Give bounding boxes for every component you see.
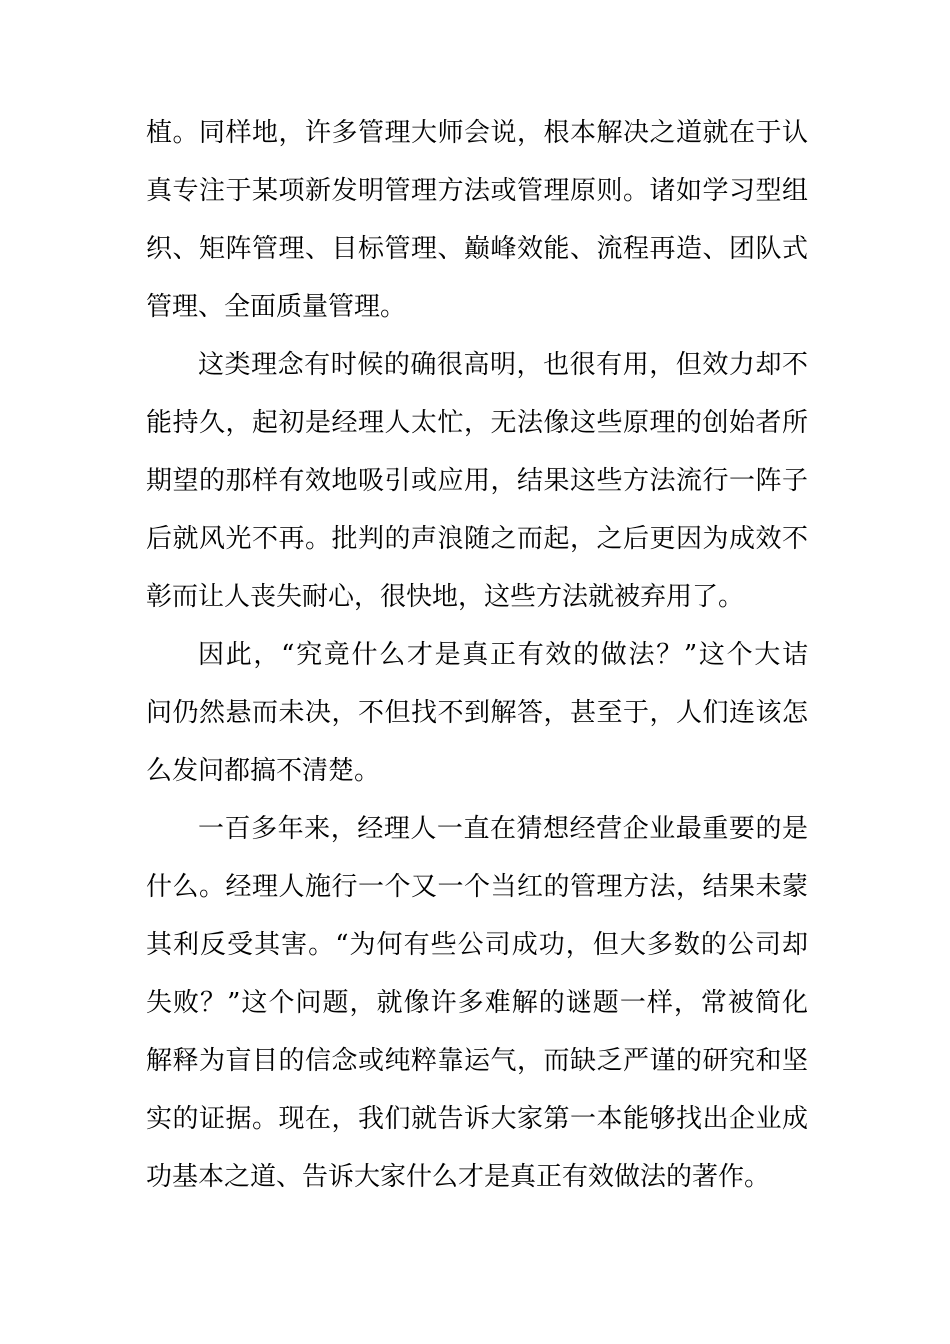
text-line: 因此，“究竟什么才是真正有效的做法？”这个大诘 [198, 640, 808, 670]
text-line: 后就风光不再。批判的声浪随之而起，之后更因为成效不 [146, 524, 808, 554]
text-line: 什么。经理人施行一个又一个当红的管理方法，结果未蒙 [146, 872, 808, 902]
paragraph-1 [146, 104, 808, 336]
text-line: 功基本之道、告诉大家什么才是真正有效做法的著作。 [146, 1162, 771, 1192]
text-line: 其利反受其害。“为何有些公司成功，但大多数的公司却 [146, 930, 808, 960]
paragraph-4 [146, 800, 808, 1206]
text-line: 植。同样地，许多管理大师会说，根本解决之道就在于认 [146, 118, 808, 148]
text-line: 失败？”这个问题，就像许多难解的谜题一样，常被简化 [146, 988, 808, 1018]
document-page [146, 104, 808, 1206]
text-line: 实的证据。现在，我们就告诉大家第一本能够找出企业成 [146, 1104, 808, 1134]
paragraph-3 [146, 626, 808, 800]
text-line: 真专注于某项新发明管理方法或管理原则。诸如学习型组 [146, 176, 808, 206]
text-line: 管理、全面质量管理。 [146, 292, 407, 322]
text-line: 一百多年来，经理人一直在猜想经营企业最重要的是 [198, 814, 808, 844]
text-line: 期望的那样有效地吸引或应用，结果这些方法流行一阵子 [146, 466, 808, 496]
text-line: 织、矩阵管理、目标管理、巅峰效能、流程再造、团队式 [146, 234, 808, 264]
text-line: 么发问都搞不清楚。 [146, 756, 381, 786]
text-line: 问仍然悬而未决，不但找不到解答，甚至于，人们连该怎 [146, 698, 808, 728]
text-line: 能持久，起初是经理人太忙，无法像这些原理的创始者所 [146, 408, 808, 438]
text-line: 彰而让人丧失耐心，很快地，这些方法就被弃用了。 [146, 582, 745, 612]
text-line: 这类理念有时候的确很高明，也很有用，但效力却不 [198, 350, 808, 380]
paragraph-2 [146, 336, 808, 626]
text-line: 解释为盲目的信念或纯粹靠运气，而缺乏严谨的研究和坚 [146, 1046, 808, 1076]
